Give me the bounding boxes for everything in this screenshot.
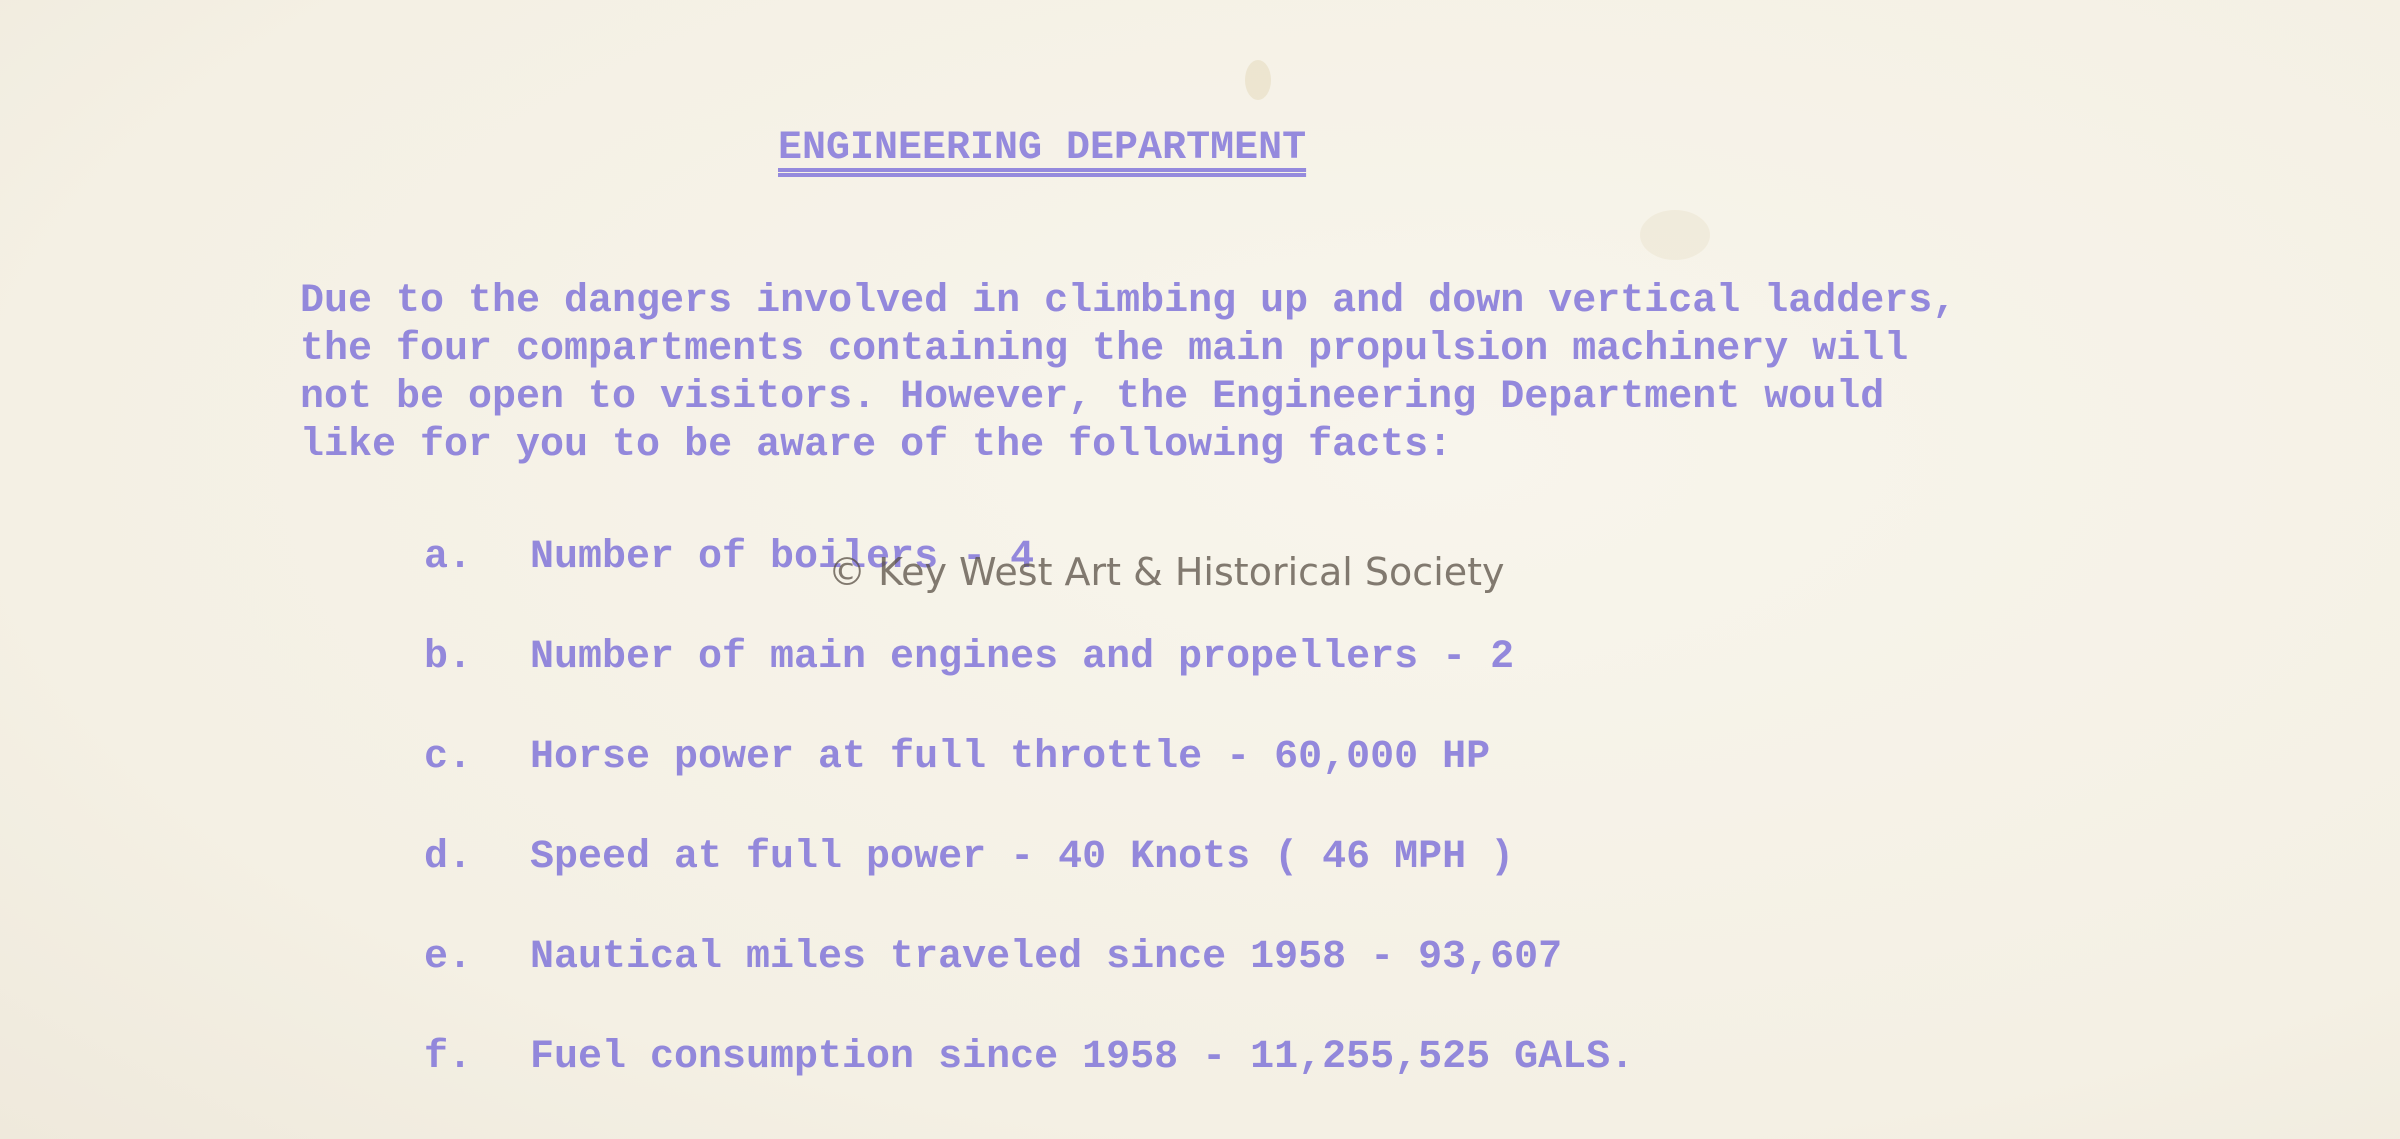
list-item-text: Speed at full power - 40 Knots ( 46 MPH ) — [530, 835, 1515, 880]
list-item — [424, 1035, 2124, 1135]
list-item-text: Fuel consumption since 1958 - 11,255,525 GALS. — [530, 1035, 1635, 1080]
list-item-text: Nautical miles traveled since 1958 - 93,607 — [530, 935, 1563, 980]
list-item — [424, 635, 2124, 735]
list-item-letter: e. — [424, 935, 473, 980]
facts-list — [424, 535, 2124, 1135]
list-item-letter: b. — [424, 635, 473, 680]
list-item — [424, 735, 2124, 835]
list-item-letter: d. — [424, 835, 473, 880]
paragraph-line: not be open to visitors. However, the Engineering Department would — [300, 375, 1885, 420]
paragraph-line: like for you to be aware of the following facts: — [300, 423, 1453, 468]
list-item-text: Horse power at full throttle - 60,000 HP — [530, 735, 1491, 780]
intro-paragraph — [300, 278, 2100, 470]
paragraph-line: Due to the dangers involved in climbing up and down vertical ladders, — [300, 279, 1957, 324]
list-item-text: Number of boilers - 4 — [530, 535, 1035, 580]
list-item-letter: c. — [424, 735, 473, 780]
list-item-letter: f. — [424, 1035, 473, 1080]
list-item-letter: a. — [424, 535, 473, 580]
paragraph-line: the four compartments containing the main propulsion machinery will — [300, 327, 1909, 372]
list-item — [424, 935, 2124, 1035]
copyright-watermark: © Key West Art & Historical Society — [828, 550, 1505, 594]
list-item-text: Number of main engines and propellers - 2 — [530, 635, 1515, 680]
document-title: ENGINEERING DEPARTMENT — [778, 126, 1307, 171]
paper-stain — [1640, 210, 1710, 260]
list-item — [424, 835, 2124, 935]
paper-stain — [1245, 60, 1271, 100]
